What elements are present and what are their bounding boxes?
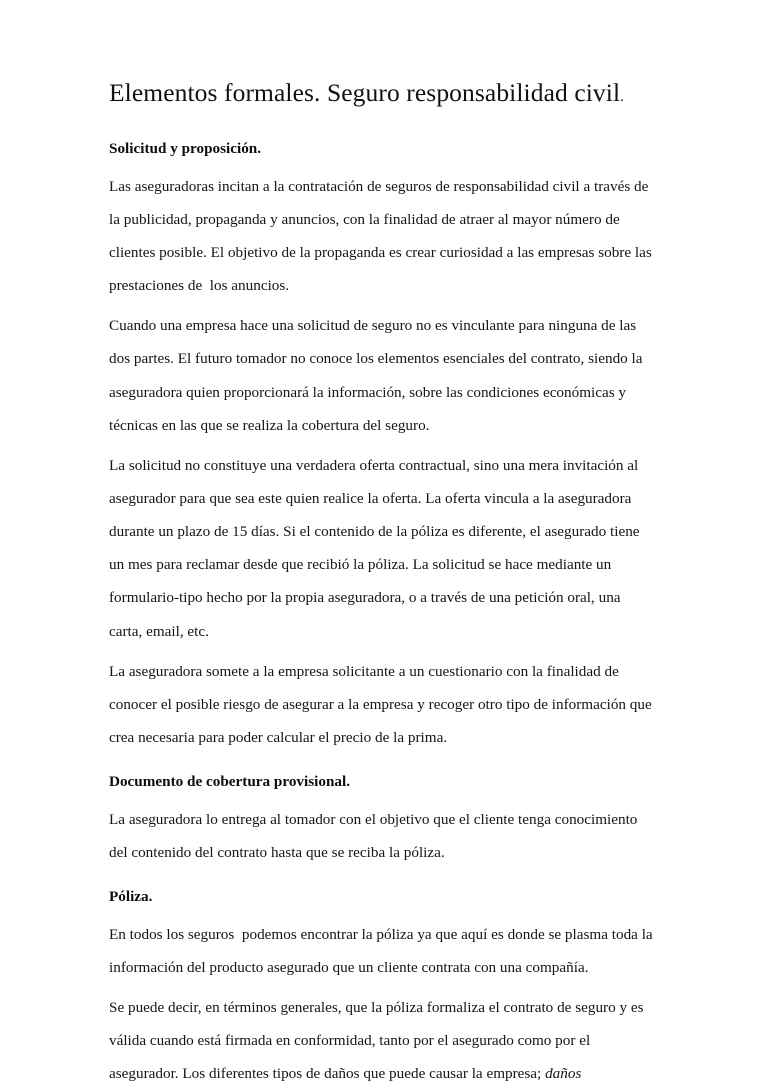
paragraph-aseguradoras-incitan: Las aseguradoras incitan a la contratación de seguros de responsabilidad civil a través de la publicidad, propaganda y anuncios, con la finalidad de atraer al mayor número de clientes posible. El objetivo de la propaganda es crear curiosidad a las empresas sobre las prestaciones de los anuncios. <box>109 177 656 295</box>
paragraph-cuando-una-empresa: Cuando una empresa hace una solicitud de seguro no es vinculante para ninguna de las dos partes. El futuro tomador no conoce los elementos esenciales del contrato, siendo la aseguradora quien proporcionará la información, sobre las condiciones económicas y técnicas en las que se realiza la cobertura del seguro. <box>109 317 647 434</box>
paragraph-aseguradora-somete-cuestionario: La aseguradora somete a la empresa solicitante a un cuestionario con la finalidad de conocer el posible riesgo de asegurar a la empresa y recoger otro tipo de información que crea necesaria para poder calcular el precio de la prima. <box>109 662 656 746</box>
paragraph-aseguradora-entrega-tomador: La aseguradora lo entrega al tomador con el objetivo que el cliente tenga conocimiento del contenido del contrato hasta que se reciba la póliza. <box>109 810 642 861</box>
paragraph-se-puede-decir <box>109 991 655 1090</box>
page-title-text: Elementos formales. Seguro responsabilidad civil <box>109 78 621 107</box>
paragraph-se-puede-decir-plain: Se puede decir, en términos generales, que la póliza formaliza el contrato de seguro y es válida cuando está firmada en conformidad, tanto por el asegurado como por el asegurador. Los diferentes tipos de daños que puede causar la empresa; <box>109 998 648 1083</box>
section-heading-documento-cobertura: Documento de cobertura provisional. <box>109 773 351 791</box>
page-title-period: . <box>620 89 624 105</box>
paragraph-en-todos-los-seguros: En todos los seguros podemos encontrar la póliza ya que aquí es donde se plasma toda la información del producto asegurado que un cliente contrata con una compañía. <box>109 925 657 976</box>
page-title <box>109 78 655 108</box>
section-heading-solicitud: Solicitud y proposición. <box>109 140 262 158</box>
section-heading-poliza: Póliza. <box>109 888 153 906</box>
paragraph-la-solicitud-no-constituye: La solicitud no constituye una verdadera oferta contractual, sino una mera invitación al asegurador para que sea este quien realice la oferta. La oferta vincula a la aseguradora durante un plazo de 15 días. Si el contenido de la póliza es diferente, el asegurado tiene un mes para reclamar desde que recibió la póliza. La solicitud se hace mediante un formulario-tipo hecho por la propia aseguradora, o a través de una petición oral, una carta, email, etc. <box>109 456 644 640</box>
paragraph-se-puede-decir-italic: daños <box>545 1065 582 1083</box>
